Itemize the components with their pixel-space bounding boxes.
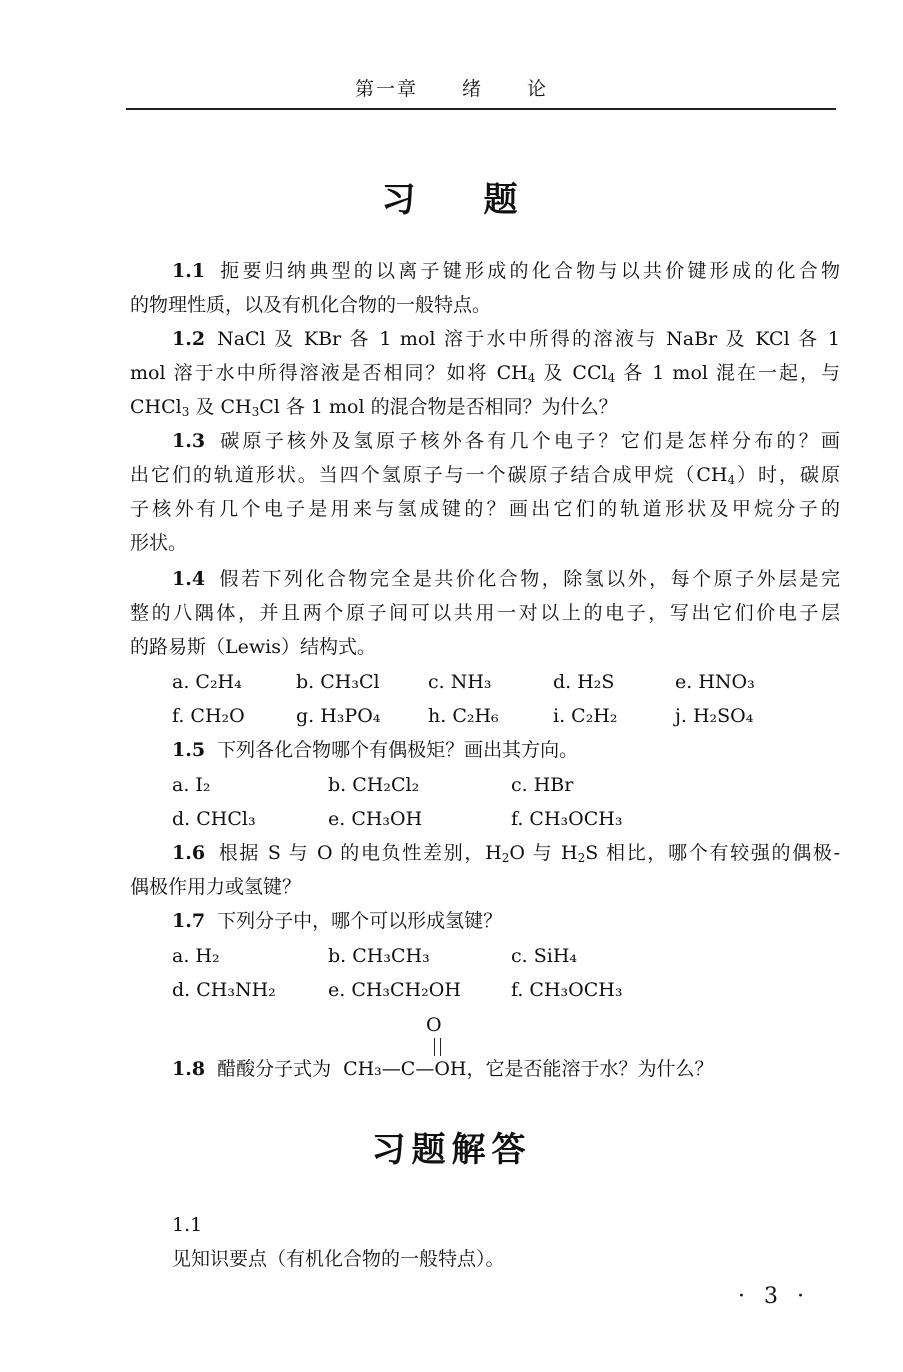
option-item: h. C₂H₆	[428, 705, 499, 727]
answer-number: 1.1	[172, 1214, 203, 1236]
q1-2-line1	[172, 324, 840, 354]
option-item: a. C₂H₄	[172, 671, 242, 693]
option-item: e. CH₃CH₂OH	[328, 979, 461, 1001]
q1-2-text2b: 及 CCl	[535, 362, 608, 384]
q1-6-text1b: O 与 H	[509, 842, 578, 864]
q1-5-line1	[172, 735, 840, 765]
q1-3-text2b: ）时，碳原	[735, 464, 840, 486]
q1-4-line1	[172, 564, 840, 594]
option-item: d. H₂S	[553, 671, 615, 693]
q1-3-number: 1.3	[172, 430, 206, 452]
option-item: f. CH₃OCH₃	[511, 808, 623, 830]
q1-8-line1	[172, 1054, 840, 1084]
q1-4-line3	[130, 632, 840, 662]
q1-1-line2	[130, 290, 840, 320]
exercises-title	[0, 172, 903, 221]
q1-3-line4	[130, 528, 840, 558]
answers-title: 习题解答	[371, 1130, 532, 1170]
option-item: d. CH₃NH₂	[172, 979, 276, 1001]
header-rule	[126, 108, 836, 110]
q1-7-line1	[172, 906, 840, 936]
option-item: e. HNO₃	[675, 671, 755, 693]
option-item: a. H₂	[172, 945, 220, 967]
option-item: c. SiH₄	[511, 945, 577, 967]
option-item: b. CH₃Cl	[296, 671, 380, 693]
q1-1-number: 1.1	[172, 260, 206, 282]
exercises-title-char1: 习	[381, 180, 420, 220]
q1-1-text2: 的物理性质，以及有机化合物的一般特点。	[130, 294, 492, 316]
q1-3-line1	[172, 426, 840, 456]
q1-4-text1: 假若下列化合物完全是共价化合物，除氢以外，每个原子外层是完	[217, 568, 840, 590]
option-item: b. CH₂Cl₂	[328, 774, 420, 796]
q1-2-number: 1.2	[172, 328, 206, 350]
chapter-title-part1: 绪	[461, 78, 483, 100]
option-item: f. CH₂O	[172, 705, 245, 727]
q1-6-number: 1.6	[172, 842, 206, 864]
q1-4-text2: 整的八隅体，并且两个原子间可以共用一对以上的电子，写出它们价电子层	[130, 602, 840, 624]
q1-3-text3: 子核外有几个电子是用来与氢成键的？画出它们的轨道形状及甲烷分子的	[130, 498, 840, 520]
q1-2-text2a: mol 溶于水中所得溶液是否相同？如将 CH	[130, 362, 528, 384]
chapter-label: 第一章	[354, 78, 418, 100]
q1-4-text3: 的路易斯（Lewis）结构式。	[130, 636, 376, 658]
q1-3-line2: 出它们的轨道形状。当四个氢原子与一个碳原子结合成甲烷$(CH_4)$时，碳原	[130, 464, 840, 487]
q1-6-text2: 偶极作用力或氢键？	[130, 876, 302, 898]
option-item: c. HBr	[511, 774, 574, 796]
q1-1-line1	[172, 256, 840, 286]
q1-2-text2c: 各 1 mol 混在一起，与	[615, 362, 840, 384]
option-item: g. H₃PO₄	[296, 705, 381, 727]
q1-8-number: 1.8	[172, 1058, 206, 1080]
q1-7-text: 下列分子中，哪个可以形成氢键？	[217, 910, 503, 932]
option-item: f. CH₃OCH₃	[511, 979, 623, 1001]
q1-3-text1: 碳原子核外及氢原子核外各有几个电子？它们是怎样分布的？画	[217, 430, 840, 452]
carbonyl-oxygen: O	[426, 1014, 442, 1036]
option-item: i. C₂H₂	[553, 705, 618, 727]
option-item: j. H₂SO₄	[675, 705, 754, 727]
running-header	[0, 74, 903, 101]
exercises-title-char2: 题	[483, 180, 522, 220]
answer-1-1-text	[172, 1244, 882, 1274]
page-number: · 3 ·	[738, 1284, 810, 1309]
answer-text: 见知识要点（有机化合物的一般特点）。	[172, 1248, 505, 1270]
q1-1-text1: 扼要归纳典型的以离子键形成的化合物与以共价键形成的化合物	[217, 260, 840, 282]
option-item: e. CH₃OH	[328, 808, 423, 830]
q1-2-text3b: 及 CH	[189, 396, 252, 418]
q1-8-text-pre: 醋酸分子式为	[217, 1058, 332, 1080]
q1-6-line2	[130, 872, 840, 902]
option-item: a. I₂	[172, 774, 211, 796]
q1-6-text1a: 根据 S 与 O 的电负性差别，H	[217, 842, 502, 864]
q1-3-line3	[130, 494, 840, 524]
option-item: d. CHCl₃	[172, 808, 256, 830]
answer-1-1-number	[172, 1210, 840, 1240]
q1-6-line1: 1.6 根据 S 与 O 的电负性差别，$H_2O$ 与 $H_2S$ 相比，哪个有较强的偶极-	[172, 842, 841, 865]
q1-3-text4: 形状。	[130, 532, 188, 554]
q1-4-number: 1.4	[172, 568, 206, 590]
q1-4-line2	[130, 598, 840, 628]
q1-7-number: 1.7	[172, 910, 206, 932]
q1-8-text-post: ，它是否能溶于水？为什么？	[466, 1058, 714, 1080]
q1-6-text1c: S 相比，哪个有较强的偶极-	[585, 842, 841, 864]
q1-5-text: 下列各化合物哪个有偶极矩？画出其方向。	[217, 739, 579, 761]
q1-3-text2a: 出它们的轨道形状。当四个氢原子与一个碳原子结合成甲烷（CH	[130, 464, 728, 486]
q1-2-text3c: Cl 各 1 mol 的混合物是否相同？为什么？	[259, 396, 618, 418]
q1-2-line3: CHCl$_3$ 及 $CH_3Cl$ 各 1 mol 的混合物是否相同？为什么？	[130, 396, 618, 419]
q1-5-number: 1.5	[172, 739, 206, 761]
acetic-acid-formula: CH₃—C—OH	[343, 1058, 467, 1080]
option-item: b. CH₃CH₃	[328, 945, 430, 967]
q1-2-line2: mol 溶于水中所得溶液是否相同？如将 $CH_4$ 及 CCl$_4$ 各 1 mol 混在一起，与	[130, 362, 840, 385]
q1-2-text3a: CHCl	[130, 396, 182, 418]
q1-2-text1: NaCl 及 KBr 各 1 mol 溶于水中所得的溶液与 NaBr 及 KCl 各 1	[217, 328, 840, 350]
chapter-title-part2: 论	[527, 78, 549, 100]
option-item: c. NH₃	[428, 671, 492, 693]
